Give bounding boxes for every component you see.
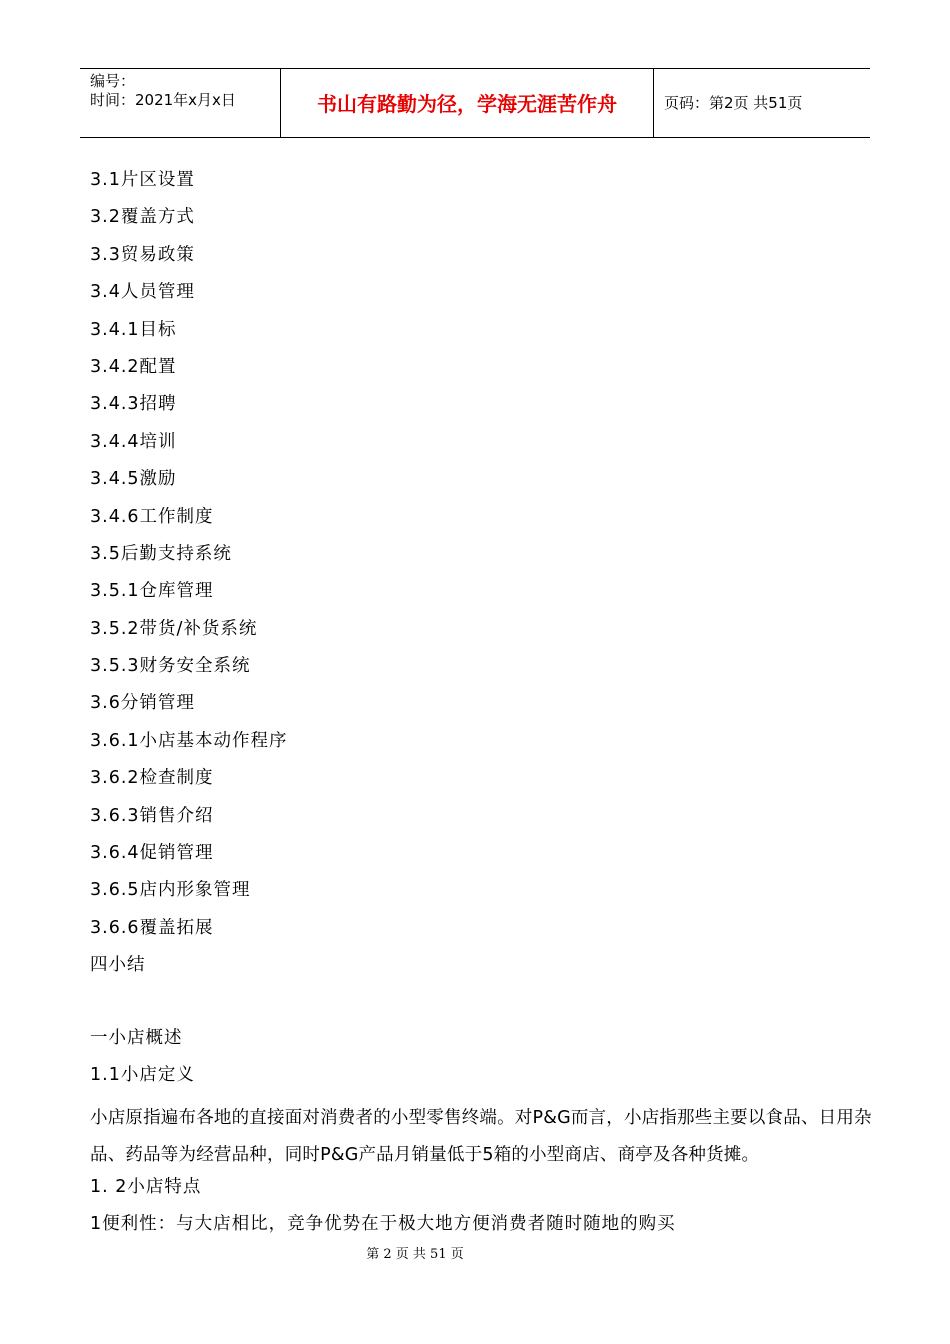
footer-page-number: 第 2 页 共 51 页 (366, 1247, 464, 1262)
definition-paragraph: 小店原指遍布各地的直接面对消费者的小型零售终端。对P&G而言，小店指那些主要以食品、日用杂品、药品等为经营品种，同时P&G产品月销量低于5箱的小型商店、商亭及各种货摊。 (90, 1108, 872, 1165)
feature-point-1: 1便利性：与大店相比，竞争优势在于极大地方便消费者随时随地的购买 (90, 1214, 676, 1234)
toc-item: 3.4.3招聘 (90, 394, 177, 415)
toc-item: 3.4.1目标 (90, 319, 177, 340)
toc-item: 3.6.3销售介绍 (90, 805, 214, 826)
toc-item: 3.5后勤支持系统 (90, 543, 232, 564)
document-time-label: 时间：2021年x月x日 (90, 91, 236, 109)
subsection-heading-features: 1. 2小店特点 (90, 1177, 202, 1197)
toc-item: 3.6分销管理 (90, 693, 195, 714)
toc-item: 3.4.4培训 (90, 431, 177, 452)
page-footer (0, 1246, 950, 1264)
header-motto: 书山有路勤为径，学海无涯苦作舟 (317, 92, 617, 116)
toc-item: 3.1片区设置 (90, 170, 195, 190)
toc-item: 3.3贸易政策 (90, 244, 195, 265)
toc-item: 3.5.3财务安全系统 (90, 656, 251, 677)
table-of-contents (90, 168, 288, 991)
toc-item: 3.4.2配置 (90, 356, 177, 377)
header-page-cell (654, 69, 870, 137)
toc-item: 3.6.4促销管理 (90, 843, 214, 864)
toc-item: 3.4.6工作制度 (90, 506, 214, 527)
toc-item: 3.6.6覆盖拓展 (90, 917, 214, 938)
section-heading: 一小店概述 (90, 1028, 183, 1048)
toc-item: 3.4.5激励 (90, 469, 177, 490)
document-number-label: 编号： (90, 72, 136, 90)
toc-item: 四小结 (90, 955, 146, 976)
toc-item: 3.5.1仓库管理 (90, 581, 214, 602)
header-info-cell (80, 69, 281, 137)
toc-item: 3.4人员管理 (90, 282, 195, 303)
document-header (80, 68, 870, 138)
toc-item: 3.5.2带货/补货系统 (90, 618, 258, 639)
toc-item: 3.2覆盖方式 (90, 207, 195, 228)
toc-item: 3.6.2检查制度 (90, 768, 214, 789)
header-page-label: 页码：第2页 共51页 (664, 94, 803, 112)
toc-item: 3.6.1小店基本动作程序 (90, 730, 288, 751)
subsection-heading-definition: 1.1小店定义 (90, 1065, 195, 1085)
header-motto-cell (281, 69, 654, 137)
toc-item: 3.6.5店内形象管理 (90, 880, 251, 901)
